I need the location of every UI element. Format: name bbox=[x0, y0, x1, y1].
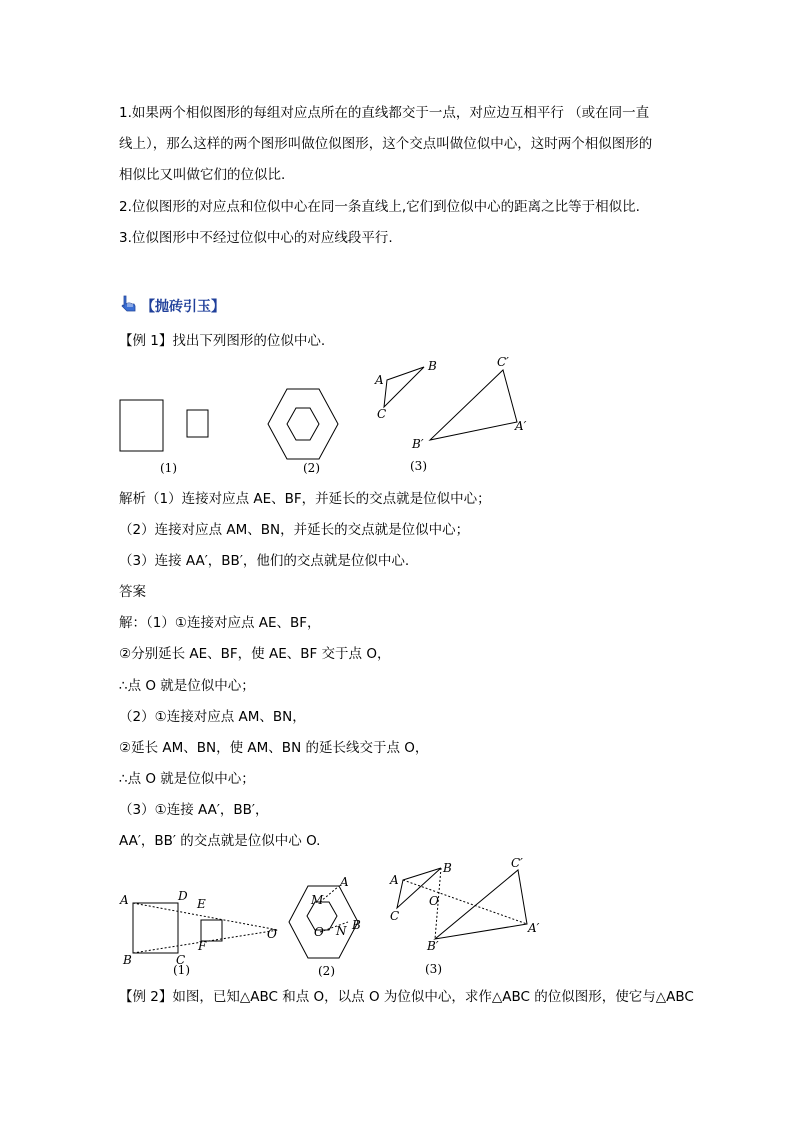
fig2-label-N: N bbox=[336, 924, 347, 938]
intro-line-3: 相似比又叫做它们的位似比. bbox=[119, 167, 286, 183]
fig1-label-O: O bbox=[267, 927, 277, 941]
fig3-label-A: A bbox=[375, 373, 384, 387]
fig3-label-C: C bbox=[390, 909, 400, 923]
fig3-label-C-prime: C′ bbox=[511, 856, 523, 870]
fig3-large-triangle bbox=[435, 870, 527, 939]
example1-title: 【例 1】找出下列图形的位似中心. bbox=[119, 333, 326, 349]
fig3-label-B-prime: B′ bbox=[427, 939, 439, 953]
fig2-label-B: B bbox=[352, 918, 361, 932]
section-title: 【抛砖引玉】 bbox=[141, 299, 225, 315]
fig1-label-A: A bbox=[120, 893, 129, 907]
section-heading bbox=[119, 293, 225, 319]
fig1-small-square bbox=[187, 410, 208, 437]
fig3-label-B: B bbox=[428, 359, 437, 373]
fig2-inner-hexagon bbox=[287, 408, 319, 440]
fig2-outer-hexagon bbox=[268, 389, 338, 459]
fig3-caption: (3) bbox=[410, 459, 427, 473]
fig1-large-square bbox=[120, 400, 163, 451]
fig1-caption: (1) bbox=[160, 461, 177, 475]
analysis-line-3: （3）连接 AA′，BB′，他们的交点就是位似中心. bbox=[119, 553, 410, 569]
fig1-label-B: B bbox=[123, 953, 132, 967]
fig3-label-C: C bbox=[377, 407, 387, 421]
answer-line-1: 解：（1）①连接对应点 AE、BF， bbox=[119, 615, 321, 631]
answer-line-3: ∴点 O 就是位似中心； bbox=[119, 678, 255, 694]
answer-heading: 答案 bbox=[119, 584, 146, 600]
intro-point-3: 3.位似图形中不经过位似中心的对应线段平行. bbox=[119, 230, 393, 246]
fig1-label-C: C bbox=[176, 953, 186, 967]
fig3-label-A-prime: A′ bbox=[528, 921, 540, 935]
fig2-caption: (2) bbox=[318, 964, 335, 978]
fig3-large-triangle bbox=[430, 370, 517, 440]
fig1-label-F: F bbox=[198, 939, 207, 953]
answer-line-7: （3）①连接 AA′，BB′， bbox=[119, 802, 269, 818]
fig2-caption: (2) bbox=[303, 461, 320, 475]
analysis-line-2: （2）连接对应点 AM、BN，并延长的交点就是位似中心； bbox=[119, 522, 470, 538]
fig2-label-A: A bbox=[340, 875, 349, 889]
fig3-small-triangle bbox=[384, 367, 424, 407]
fig3-label-A: A bbox=[390, 873, 399, 887]
example1-figures-bottom bbox=[110, 852, 550, 982]
fig3-label-B: B bbox=[443, 861, 452, 875]
intro-point-2: 2.位似图形的对应点和位似中心在同一条直线上,它们到位似中心的距离之比等于相似比. bbox=[119, 199, 640, 215]
fig1-label-E: E bbox=[197, 897, 206, 911]
fig1-square-EF bbox=[201, 920, 222, 941]
fig3-label-C-prime: C′ bbox=[497, 355, 509, 369]
fig3-label-A-prime: A′ bbox=[515, 419, 527, 433]
fig1-label-D: D bbox=[178, 889, 188, 903]
intro-line-2: 线上），那么这样的两个图形叫做位似图形，这个交点叫做位似中心，这时两个相似图形的 bbox=[119, 136, 653, 152]
example2-title: 【例 2】如图，已知△ABC 和点 O，以点 O 为位似中心，求作△ABC 的位似图形，使它与△ABC bbox=[119, 989, 694, 1005]
fig3-label-O: O bbox=[429, 894, 439, 908]
fig1-caption: (1) bbox=[173, 963, 190, 977]
pointing-hand-icon bbox=[119, 294, 139, 318]
example1-figures-top bbox=[110, 352, 540, 480]
fig3-caption: (3) bbox=[425, 962, 442, 976]
answer-line-4: （2）①连接对应点 AM、BN， bbox=[119, 709, 306, 725]
fig2-label-M: M bbox=[311, 893, 324, 907]
fig3-label-B-prime: B′ bbox=[412, 437, 424, 451]
answer-line-6: ∴点 O 就是位似中心； bbox=[119, 771, 255, 787]
fig1-square-ABCD bbox=[133, 903, 178, 953]
answer-line-5: ②延长 AM、BN，使 AM、BN 的延长线交于点 O， bbox=[119, 740, 429, 756]
answer-line-2: ②分别延长 AE、BF，使 AE、BF 交于点 O， bbox=[119, 646, 391, 662]
answer-line-8: AA′，BB′ 的交点就是位似中心 O. bbox=[119, 833, 321, 849]
fig2-label-O: O bbox=[314, 925, 324, 939]
intro-line-1: 1.如果两个相似图形的每组对应点所在的直线都交于一点，对应边互相平行 （或在同一直 bbox=[119, 105, 650, 121]
analysis-line-1: 解析（1）连接对应点 AE、BF，并延长的交点就是位似中心； bbox=[119, 491, 491, 507]
